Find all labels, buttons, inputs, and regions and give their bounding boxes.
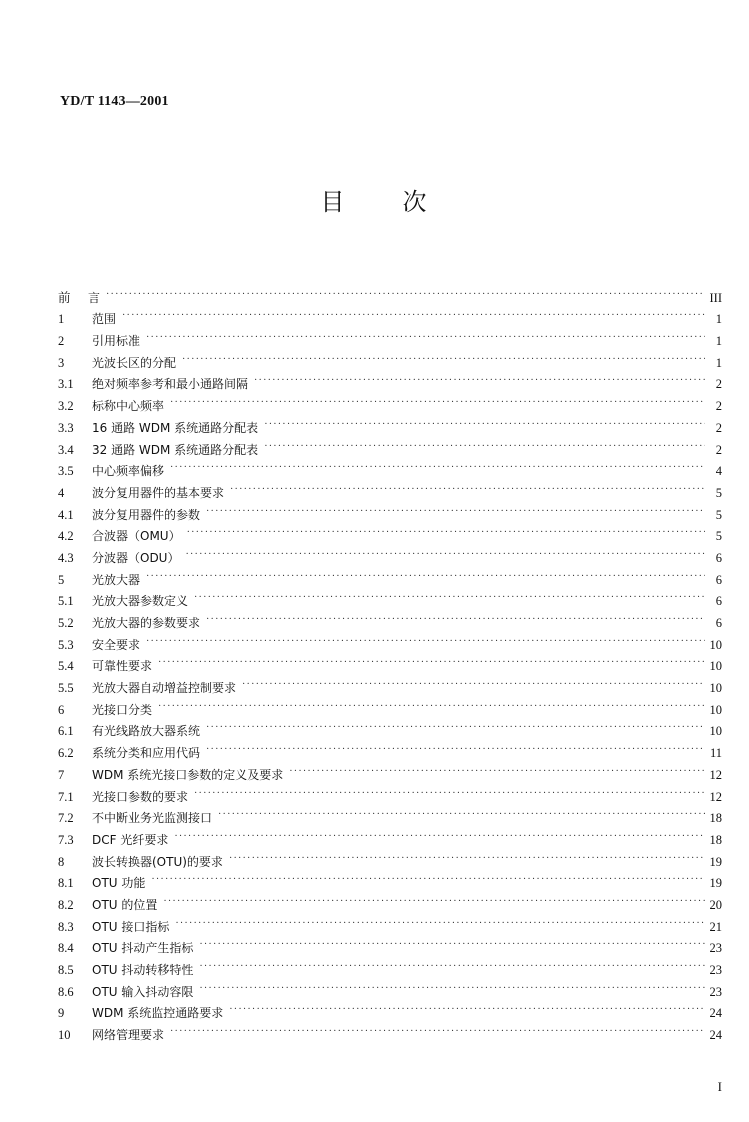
toc-leader [146,330,705,346]
toc-number: 3.4 [58,442,74,457]
toc-entry[interactable] [58,718,722,740]
toc-text: 光放大器参数定义 [92,594,189,609]
toc-page: 1 [715,355,722,370]
toc-number: 5.2 [58,616,74,630]
toc-text: 标称中心频率 [92,399,165,414]
toc-text: 系统分类和应用代码 [92,746,201,761]
toc-text: 16 通路 WDM 系统通路分配表 [92,420,259,435]
toc-entry[interactable] [58,523,722,545]
toc-leader [289,764,705,780]
title-char-1: 目 [320,188,347,216]
doc-code: YD/T 1143—2001 [60,94,169,109]
toc-number: 9 [58,1006,65,1021]
toc-number: 3.1 [58,377,74,392]
toc-text: OTU 接口指标 [92,919,170,934]
toc-number: 8.1 [58,876,74,891]
toc-text: 光接口参数的要求 [92,789,189,804]
toc-number: 8.5 [58,963,74,977]
toc-entry[interactable] [58,349,722,371]
toc-number: 4.3 [58,550,74,565]
toc-entry[interactable] [58,783,722,805]
toc-number: 3 [58,355,65,370]
toc-text: 32 通路 WDM 系统通路分配表 [92,442,259,457]
toc-number: 5.1 [58,594,74,609]
toc-text: 波长转换器(OTU)的要求 [92,854,223,869]
toc-number: 4 [58,485,65,500]
toc-text: OTU 功能 [92,876,146,891]
toc-page: 2 [715,442,722,457]
toc-leader [170,460,705,476]
toc-number: 8 [58,854,65,869]
toc-number: 4.2 [58,529,74,544]
toc-entry[interactable] [58,891,722,913]
toc-text: WDM 系统监控通路要求 [92,1006,224,1021]
toc-text: 光放大器自动增益控制要求 [92,681,237,696]
toc-text: 绝对频率参考和最小通路间隔 [92,377,249,392]
toc-page: 6 [715,594,722,609]
toc-number: 7 [58,767,65,782]
toc-leader [194,590,705,606]
toc-leader [242,677,705,693]
toc-page: 5 [715,485,722,500]
toc-text: 范围 [92,312,117,327]
toc-leader [230,482,705,498]
toc-leader [206,742,705,758]
toc-entry[interactable] [58,479,722,501]
toc-page: 6 [715,550,722,565]
toc-leader [199,937,705,953]
toc-page: 23 [709,984,722,999]
toc-text: 引用标准 [92,334,141,349]
toc-leader [206,612,705,628]
toc-page: 18 [709,832,722,847]
toc-entry[interactable] [58,327,722,349]
toc-number: 3.3 [58,420,74,435]
toc-entry[interactable] [58,588,722,610]
toc-leader [146,569,705,585]
toc-number: 5.4 [58,659,74,674]
toc-leader [170,395,705,411]
toc-text: DCF 光纤要求 [92,832,169,847]
toc-text: 光放大器 [92,572,141,587]
toc-page: 19 [709,854,722,869]
toc-leader [206,720,705,736]
toc-leader [175,916,705,932]
toc-leader [206,504,705,520]
toc-number: 7.1 [58,789,74,804]
toc-leader [229,1002,705,1018]
toc-page: 12 [709,767,722,782]
toc-number: 10 [58,1028,71,1043]
toc-text: 光波长区的分配 [92,355,177,370]
toc-page: 2 [715,420,722,435]
toc-text: 波分复用器件的基本要求 [92,485,225,500]
toc-leader [187,525,705,541]
toc-text: 有光线路放大器系统 [92,724,201,739]
toc-text: 波分复用器件的参数 [92,507,201,522]
toc-text: OTU 的位置 [92,897,158,912]
toc-text: 言 [88,290,101,305]
toc-number: 8.3 [58,919,74,934]
toc-number: 6 [58,702,65,717]
toc-number: 5 [58,572,65,587]
toc-leader [158,655,705,671]
toc-text: 不中断业务光监测接口 [92,811,213,826]
toc-entry[interactable] [58,696,722,718]
toc-page: 2 [715,377,722,392]
toc-page: 12 [709,789,722,804]
toc-page: 10 [709,659,722,674]
toc-number: 7.2 [58,811,74,826]
toc-leader [254,373,705,389]
toc-text: WDM 系统光接口参数的定义及要求 [92,767,284,782]
toc-leader [218,807,705,823]
toc-text: OTU 输入抖动容限 [92,984,194,999]
toc-number: 8.4 [58,941,74,956]
toc-leader [182,352,705,368]
toc-text: OTU 抖动转移特性 [92,963,194,977]
toc-entry[interactable] [58,414,722,436]
toc-page: 5 [715,529,722,544]
page-number: I [717,1079,722,1094]
toc-entry[interactable] [58,371,722,393]
toc-leader [199,959,705,975]
toc-entry[interactable] [58,501,722,523]
toc-leader [264,417,705,433]
toc-entry[interactable] [58,761,722,783]
toc-text: 安全要求 [92,637,141,652]
toc-entry[interactable] [58,739,722,761]
toc-leader [199,981,705,997]
toc-entry[interactable] [58,1000,722,1022]
toc-leader [163,894,705,910]
toc-number: 8.6 [58,984,74,999]
toc-page: 11 [709,746,722,761]
toc-page: 10 [709,702,722,717]
toc-page: 24 [709,1028,722,1043]
toc-entry[interactable] [58,609,722,631]
toc-entry[interactable] [58,978,722,1000]
toc-leader [229,851,705,867]
toc-text: 网络管理要求 [92,1028,165,1043]
toc-entry[interactable] [58,956,722,978]
toc-number: 6.1 [58,724,74,739]
toc-page: 21 [709,919,722,934]
toc-entry[interactable] [58,1021,722,1043]
toc-entry[interactable] [58,653,722,675]
toc-entry[interactable] [58,566,722,588]
toc-entry[interactable] [58,306,722,328]
toc-page: 1 [715,312,722,327]
title-char-2: 次 [402,188,429,216]
toc-text: 合波器（OMU） [92,529,181,544]
toc-entry[interactable] [58,544,722,566]
toc-entry[interactable] [58,674,722,696]
toc-leader [264,439,705,455]
toc-page: 10 [709,637,722,652]
toc-page: III [709,290,722,305]
toc-page: 20 [709,897,722,912]
toc-number: 3.5 [58,464,74,479]
toc-entry[interactable] [58,826,722,848]
toc-entry[interactable] [58,913,722,935]
toc-page: 6 [715,572,722,587]
toc-number: 6.2 [58,746,74,761]
toc-number: 7.3 [58,832,74,847]
toc-entry[interactable] [58,935,722,957]
toc-leader [194,786,705,802]
toc-page: 23 [709,941,722,956]
toc-text: 光接口分类 [92,702,153,717]
toc-entry[interactable] [58,436,722,458]
toc-text: 中心频率偏移 [92,464,165,479]
toc-entry[interactable] [58,458,722,480]
toc-page: 4 [715,464,722,479]
toc-page: 23 [709,963,722,977]
toc-leader [158,699,705,715]
toc-page: 18 [709,811,722,826]
toc-entry[interactable] [58,805,722,827]
toc-page: 24 [709,1006,722,1021]
toc-text: 可靠性要求 [92,659,153,674]
toc-text: 光放大器的参数要求 [92,616,201,630]
toc-entry[interactable] [58,631,722,653]
toc-page: 2 [715,399,722,414]
toc-text: OTU 抖动产生指标 [92,941,194,956]
toc-page: 10 [709,681,722,696]
toc-leader [170,1024,705,1040]
page-title [0,182,749,217]
toc-text: 分波器（ODU） [92,550,180,565]
toc-number: 前 [58,290,71,305]
toc-leader [185,547,705,563]
table-of-contents [58,284,722,1043]
toc-number: 2 [58,334,65,349]
toc-entry[interactable] [58,870,722,892]
toc-leader [151,872,705,888]
toc-number: 3.2 [58,399,74,414]
toc-entry[interactable] [58,848,722,870]
toc-page: 5 [715,507,722,522]
toc-leader [122,308,705,324]
toc-page: 10 [709,724,722,739]
toc-page: 6 [715,616,722,630]
toc-entry[interactable] [58,284,722,306]
toc-page: 19 [709,876,722,891]
toc-entry[interactable] [58,392,722,414]
toc-number: 4.1 [58,507,74,522]
toc-number: 1 [58,312,65,327]
toc-number: 5.5 [58,681,74,696]
toc-number: 5.3 [58,637,74,652]
toc-leader [174,829,705,845]
toc-leader [146,634,705,650]
toc-leader [106,287,705,303]
toc-number: 8.2 [58,897,74,912]
toc-page: 1 [715,334,722,349]
